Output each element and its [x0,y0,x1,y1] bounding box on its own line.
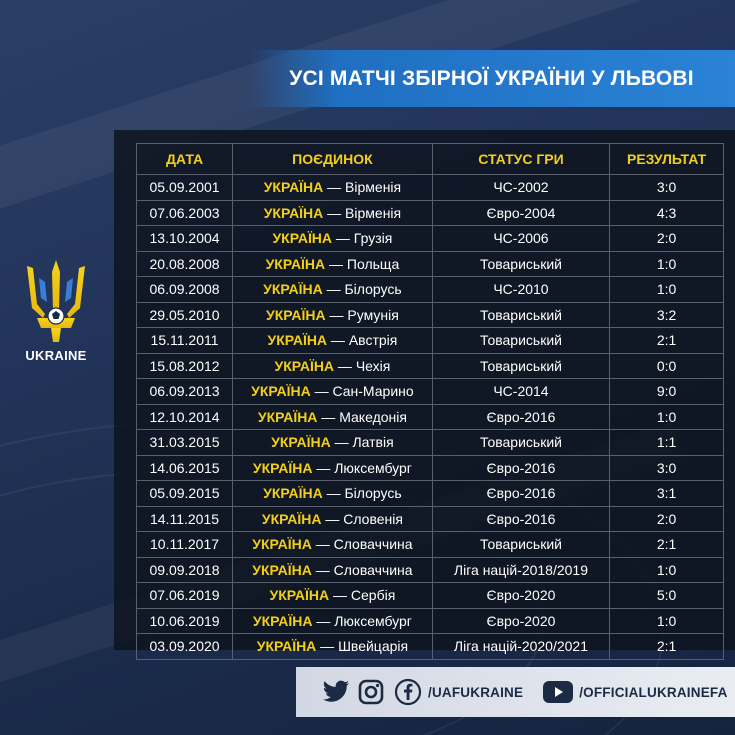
cell-match [233,608,433,634]
cell-status: Євро-2020 [432,608,609,634]
cell-status: Товариський [432,353,609,379]
opponent-name: — Вірменія [323,204,402,221]
table-row [137,277,724,303]
opponent-name: — Білорусь [322,281,402,298]
team-name: УКРАЇНА [256,638,317,655]
cell-status: Євро-2016 [432,506,609,532]
team-name: УКРАЇНА [252,561,312,578]
opponent-name: — Вірменія [323,179,402,196]
page-title: УСІ МАТЧІ ЗБІРНОЇ УКРАЇНИ У ЛЬВОВІ [289,66,694,90]
team-name: УКРАЇНА [263,204,324,221]
footer-social-bar [296,667,735,717]
cell-result: 2:1 [610,328,724,354]
cell-date: 15.08.2012 [137,353,233,379]
cell-match [233,583,433,609]
cell-status: Товариський [432,532,609,558]
team-name: УКРАЇНА [252,459,313,476]
cell-status: Товариський [432,328,609,354]
cell-match [233,328,433,354]
cell-match [233,481,433,507]
opponent-name: — Румунія [325,306,399,323]
ukraine-trident-logo-icon [23,258,89,344]
matches-table-panel [114,130,735,655]
cell-date: 14.11.2015 [137,506,233,532]
team-name: УКРАЇНА [252,612,313,629]
cell-status: ЧС-2006 [432,226,609,252]
team-name: УКРАЇНА [266,306,326,323]
table-row [137,200,724,226]
team-name: УКРАЇНА [252,536,312,553]
cell-status: ЧС-2010 [432,277,609,303]
twitter-icon[interactable] [322,680,350,704]
opponent-name: — Грузія [332,230,393,247]
header-match: ПОЄДИНОК [233,144,433,175]
cell-result: 3:1 [610,481,724,507]
cell-date: 07.06.2019 [137,583,233,609]
cell-date: 12.10.2014 [137,404,233,430]
cell-date: 09.09.2018 [137,557,233,583]
team-name: УКРАЇНА [274,357,335,374]
youtube-handle[interactable]: /OFFICIALUKRAINEFA [579,684,728,700]
team-name: УКРАЇНА [265,255,326,272]
table-row [137,532,724,558]
logo-text: UKRAINE [25,348,87,363]
cell-match [233,175,433,201]
cell-result: 1:0 [610,277,724,303]
team-name: УКРАЇНА [257,408,318,425]
opponent-name: — Білорусь [322,485,402,502]
table-row [137,583,724,609]
table-row [137,353,724,379]
cell-result: 2:0 [610,226,724,252]
header-status: СТАТУС ГРИ [432,144,609,175]
cell-date: 13.10.2004 [137,226,233,252]
cell-match [233,430,433,456]
cell-match [233,226,433,252]
table-row [137,430,724,456]
social-handle[interactable]: /UAFUKRAINE [428,684,524,700]
opponent-name: — Словаччина [311,561,413,578]
instagram-icon[interactable] [358,679,384,705]
team-name: УКРАЇНА [271,434,331,451]
cell-result: 2:1 [610,532,724,558]
cell-match [233,251,433,277]
cell-match [233,277,433,303]
team-name: УКРАЇНА [263,485,323,502]
cell-result: 1:1 [610,430,724,456]
table-row [137,634,724,660]
team-name: УКРАЇНА [251,383,311,400]
cell-date: 31.03.2015 [137,430,233,456]
header-date: ДАТА [137,144,233,175]
table-row [137,481,724,507]
table-row [137,251,724,277]
opponent-name: — Люксембург [312,612,412,629]
table-row [137,302,724,328]
cell-date: 10.11.2017 [137,532,233,558]
cell-match [233,200,433,226]
cell-date: 07.06.2003 [137,200,233,226]
opponent-name: — Сан-Марино [310,383,414,400]
cell-date: 29.05.2010 [137,302,233,328]
title-banner [248,50,735,107]
cell-status: Євро-2016 [432,404,609,430]
cell-result: 3:2 [610,302,724,328]
table-header-row [137,144,724,175]
cell-date: 03.09.2020 [137,634,233,660]
cell-result: 3:0 [610,455,724,481]
cell-date: 20.08.2008 [137,251,233,277]
header-result: РЕЗУЛЬТАТ [610,144,724,175]
cell-status: Євро-2016 [432,455,609,481]
opponent-name: — Австрія [327,332,398,349]
matches-table [136,143,724,660]
table-row [137,455,724,481]
opponent-name: — Словенія [321,510,403,527]
team-name: УКРАЇНА [269,587,330,604]
cell-date: 14.06.2015 [137,455,233,481]
table-row [137,175,724,201]
cell-match [233,532,433,558]
cell-result: 1:0 [610,608,724,634]
table-row [137,404,724,430]
cell-status: Ліга націй-2020/2021 [432,634,609,660]
cell-match [233,634,433,660]
opponent-name: — Македонія [317,408,407,425]
team-name: УКРАЇНА [261,510,322,527]
cell-status: Євро-2004 [432,200,609,226]
table-row [137,557,724,583]
cell-result: 2:0 [610,506,724,532]
table-row [137,328,724,354]
cell-status: Товариський [432,430,609,456]
cell-result: 1:0 [610,404,724,430]
cell-match [233,379,433,405]
team-name: УКРАЇНА [267,332,328,349]
cell-status: Товариський [432,302,609,328]
facebook-icon[interactable] [394,678,422,706]
cell-date: 15.11.2011 [137,328,233,354]
cell-date: 05.09.2001 [137,175,233,201]
opponent-name: — Чехія [334,357,391,374]
team-name: УКРАЇНА [263,281,323,298]
team-name: УКРАЇНА [272,230,333,247]
cell-match [233,506,433,532]
table-row [137,379,724,405]
table-row [137,226,724,252]
cell-status: Євро-2020 [432,583,609,609]
table-row [137,506,724,532]
cell-result: 0:0 [610,353,724,379]
team-name: УКРАЇНА [263,179,324,196]
opponent-name: — Латвія [330,434,394,451]
opponent-name: — Сербія [329,587,396,604]
cell-date: 06.09.2013 [137,379,233,405]
cell-status: Ліга націй-2018/2019 [432,557,609,583]
cell-match [233,353,433,379]
cell-match [233,302,433,328]
cell-date: 06.09.2008 [137,277,233,303]
cell-status: Товариський [432,251,609,277]
youtube-icon[interactable] [543,681,573,703]
cell-date: 05.09.2015 [137,481,233,507]
cell-status: ЧС-2002 [432,175,609,201]
cell-result: 1:0 [610,251,724,277]
cell-match [233,557,433,583]
cell-result: 5:0 [610,583,724,609]
cell-status: Євро-2016 [432,481,609,507]
opponent-name: — Польща [325,255,400,272]
cell-result: 2:1 [610,634,724,660]
cell-match [233,455,433,481]
cell-status: ЧС-2014 [432,379,609,405]
cell-match [233,404,433,430]
table-row [137,608,724,634]
cell-result: 3:0 [610,175,724,201]
cell-result: 4:3 [610,200,724,226]
cell-date: 10.06.2019 [137,608,233,634]
opponent-name: — Люксембург [312,459,412,476]
opponent-name: — Словаччина [311,536,413,553]
opponent-name: — Швейцарія [316,638,409,655]
cell-result: 9:0 [610,379,724,405]
cell-result: 1:0 [610,557,724,583]
ukraine-logo [16,258,96,370]
